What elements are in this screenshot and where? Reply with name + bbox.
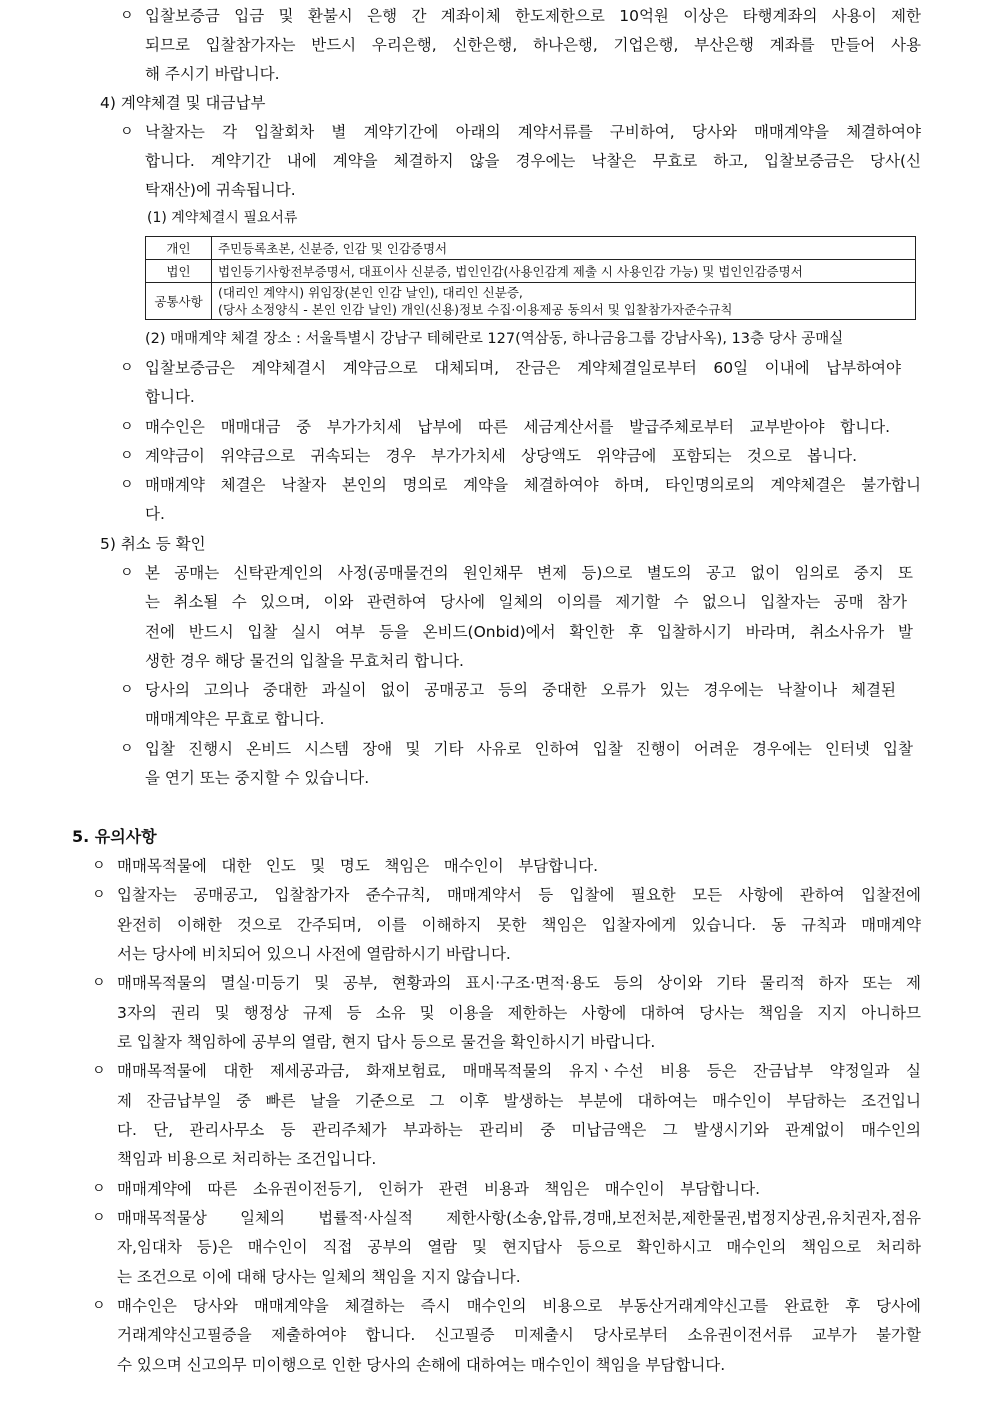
paragraph-line: 계약금이 위약금으로 귀속되는 경우 부가가치세 상당액도 위약금에 포함되는 것으로 봅니다. bbox=[145, 447, 857, 465]
table-cell: 법인등기사항전부증명서, 대표이사 신분증, 법인인감(사용인감계 제출 시 사용인감 가능) 및 법인인감증명서 bbox=[212, 260, 916, 283]
table-row-label: 공통사항 bbox=[146, 283, 212, 320]
paragraph-line: 매매계약에 따른 소유권이전등기, 인허가 관련 비용과 책임은 매수인이 부담합니다. bbox=[117, 1180, 760, 1198]
table-cell: 주민등록초본, 신분증, 인감 및 인감증명서 bbox=[212, 237, 916, 260]
bullet-marker: ㅇ bbox=[120, 448, 134, 464]
paragraph-line: 책임과 비용으로 처리하는 조건입니다. bbox=[117, 1150, 377, 1168]
bullet-marker: ㅇ bbox=[92, 887, 106, 903]
paragraph-line: 전에 반드시 입찰 실시 여부 등을 온비드(Onbid)에서 확인한 후 입찰하시기 바라며, 취소사유가 발 bbox=[145, 623, 913, 641]
paragraph-line: 당사의 고의나 중대한 과실이 없이 공매공고 등의 중대한 오류가 있는 경우에는 낙찰이나 체결된 bbox=[145, 681, 896, 699]
paragraph-line: 제 잔금납부일 중 빠른 날을 기준으로 그 이후 발생하는 부분에 대하여는 매수인이 부담하는 조건입니 bbox=[117, 1092, 921, 1110]
bullet-marker: ㅇ bbox=[92, 1298, 106, 1314]
paragraph-line: 입찰보증금은 계약체결시 계약금으로 대체되며, 잔금은 계약체결일로부터 60일 이내에 납부하여야 bbox=[145, 359, 901, 377]
bullet-marker: ㅇ bbox=[120, 682, 134, 698]
bullet-marker: ㅇ bbox=[120, 8, 134, 24]
paragraph-line: 생한 경우 해당 물건의 입찰을 무효처리 합니다. bbox=[145, 652, 464, 670]
paragraph-line: 는 취소될 수 있으며, 이와 관련하여 당사에 일체의 이의를 제기할 수 없으니 입찰자는 공매 참가 bbox=[145, 593, 907, 611]
paragraph-line: 되므로 입찰참가자는 반드시 우리은행, 신한은행, 하나은행, 기업은행, 부산은행 계좌를 만들어 사용 bbox=[145, 36, 921, 54]
paragraph-line: 합니다. bbox=[145, 388, 195, 406]
bullet-marker: ㅇ bbox=[92, 975, 106, 991]
paragraph-line: 탁재산)에 귀속됩니다. bbox=[145, 181, 296, 199]
table-cell-line: (대리인 계약시) 위임장(본인 인감 날인), 대리인 신분증, bbox=[218, 285, 523, 300]
table-row bbox=[146, 283, 916, 320]
subsection-heading: 4) 계약체결 및 대금납부 bbox=[100, 94, 266, 112]
bullet-marker: ㅇ bbox=[92, 1210, 106, 1226]
paragraph-line: 을 연기 또는 중지할 수 있습니다. bbox=[145, 769, 370, 787]
paragraph-line: 매매목적물에 대한 제세공과금, 화재보험료, 매매목적물의 유지ㆍ수선 비용 등은 잔금납부 약정일과 실 bbox=[117, 1062, 921, 1080]
paragraph-line: 해 주시기 바랍니다. bbox=[145, 65, 280, 83]
paragraph-line: 낙찰자는 각 입찰회차 별 계약기간에 아래의 계약서류를 구비하여, 당사와 매매계약을 체결하여야 bbox=[145, 123, 921, 141]
paragraph-line: 다. 단, 관리사무소 등 관리주체가 부과하는 관리비 중 미납금액은 그 발생시기와 관계없이 매수인의 bbox=[117, 1121, 921, 1139]
table-cell bbox=[212, 283, 916, 320]
paragraph-line: 입찰자는 공매공고, 입찰참가자 준수규칙, 매매계약서 등 입찰에 필요한 모든 사항에 관하여 입찰전에 bbox=[117, 886, 921, 904]
paragraph-line: 매매목적물의 멸실·미등기 및 공부, 현황과의 표시·구조·면적·용도 등의 상이와 기타 물리적 하자 또는 제 bbox=[117, 974, 921, 992]
paragraph-line: 매매목적물상 일체의 법률적·사실적 제한사항(소송,압류,경매,보전처분,제한물권,법정지상권,유치권자,점유 bbox=[117, 1209, 921, 1227]
paragraph-line: 입찰보증금 입금 및 환불시 은행 간 계좌이체 한도제한으로 10억원 이상은 타행계좌의 사용이 제한 bbox=[145, 7, 921, 25]
paragraph-line: 3자의 권리 및 행정상 규제 등 소유 및 이용을 제한하는 사항에 대하여 당사는 책임을 지지 아니하므 bbox=[117, 1004, 921, 1022]
table-row bbox=[146, 260, 916, 283]
bullet-marker: ㅇ bbox=[120, 419, 134, 435]
paragraph-line: 매매계약 체결은 낙찰자 본인의 명의로 계약을 체결하여야 하며, 타인명의로의 계약체결은 불가합니 bbox=[145, 476, 921, 494]
paragraph-line: 거래계약신고필증을 제출하여야 합니다. 신고필증 미제출시 당사로부터 소유권이전서류 교부가 불가할 bbox=[117, 1326, 921, 1344]
paragraph-line: 매매계약은 무효로 합니다. bbox=[145, 710, 325, 728]
section-heading: 5. 유의사항 bbox=[72, 827, 157, 846]
paragraph-line: 수 있으며 신고의무 미이행으로 인한 당사의 손해에 대하여는 매수인이 책임을 부담합니다. bbox=[117, 1356, 726, 1374]
paragraph-line: 매매목적물에 대한 인도 및 명도 책임은 매수인이 부담합니다. bbox=[117, 857, 598, 875]
paragraph-line: 로 입찰자 책임하에 공부의 열람, 현지 답사 등으로 물건을 확인하시기 바랍니다. bbox=[117, 1033, 656, 1051]
paragraph-line: 는 조건으로 이에 대해 당사는 일체의 책임을 지지 않습니다. bbox=[117, 1268, 521, 1286]
table-row-label: 개인 bbox=[146, 237, 212, 260]
paragraph-line: 본 공매는 신탁관계인의 사정(공매물건의 원인채무 변제 등)으로 별도의 공고 없이 임의로 중지 또 bbox=[145, 564, 913, 582]
bullet-marker: ㅇ bbox=[92, 1181, 106, 1197]
bullet-marker: ㅇ bbox=[120, 741, 134, 757]
bullet-marker: ㅇ bbox=[120, 477, 134, 493]
table-row bbox=[146, 237, 916, 260]
required-documents-table bbox=[145, 236, 916, 320]
paragraph-line: 합니다. 계약기간 내에 계약을 체결하지 않을 경우에는 낙찰은 무효로 하고, 입찰보증금은 당사(신 bbox=[145, 152, 921, 170]
paragraph-line: 입찰 진행시 온비드 시스템 장애 및 기타 사유로 인하여 입찰 진행이 어려운 경우에는 인터넷 입찰 bbox=[145, 740, 913, 758]
list-caption: (1) 계약체결시 필요서류 bbox=[147, 210, 298, 226]
table-row-label: 법인 bbox=[146, 260, 212, 283]
bullet-marker: ㅇ bbox=[92, 858, 106, 874]
paragraph-line: 다. bbox=[145, 505, 165, 523]
subsection-heading: 5) 취소 등 확인 bbox=[100, 535, 206, 553]
paragraph-line: (2) 매매계약 체결 장소 : 서울특별시 강남구 테헤란로 127(역삼동, 하나금융그룹 강남사옥), 13층 당사 공매실 bbox=[145, 331, 844, 347]
paragraph-line: 완전히 이해한 것으로 간주되며, 이를 이해하지 못한 책임은 입찰자에게 있습니다. 동 규칙과 매매계약 bbox=[117, 916, 921, 934]
bullet-marker: ㅇ bbox=[92, 1063, 106, 1079]
bullet-marker: ㅇ bbox=[120, 565, 134, 581]
table-cell-line: (당사 소정양식 - 본인 인감 날인) 개인(신용)정보 수집·이용제공 동의서 및 입찰참가자준수규칙 bbox=[218, 302, 733, 317]
paragraph-line: 서는 당사에 비치되어 있으니 사전에 열람하시기 바랍니다. bbox=[117, 945, 511, 963]
bullet-marker: ㅇ bbox=[120, 360, 134, 376]
paragraph-line: 자,임대차 등)은 매수인이 직접 공부의 열람 및 현지답사 등으로 확인하시고 매수인의 책임으로 처리하 bbox=[117, 1238, 921, 1256]
paragraph-line: 매수인은 매매대금 중 부가가치세 납부에 따른 세금계산서를 발급주체로부터 교부받아야 합니다. bbox=[145, 418, 890, 436]
bullet-marker: ㅇ bbox=[120, 124, 134, 140]
paragraph-line: 매수인은 당사와 매매계약을 체결하는 즉시 매수인의 비용으로 부동산거래계약신고를 완료한 후 당사에 bbox=[117, 1297, 921, 1315]
